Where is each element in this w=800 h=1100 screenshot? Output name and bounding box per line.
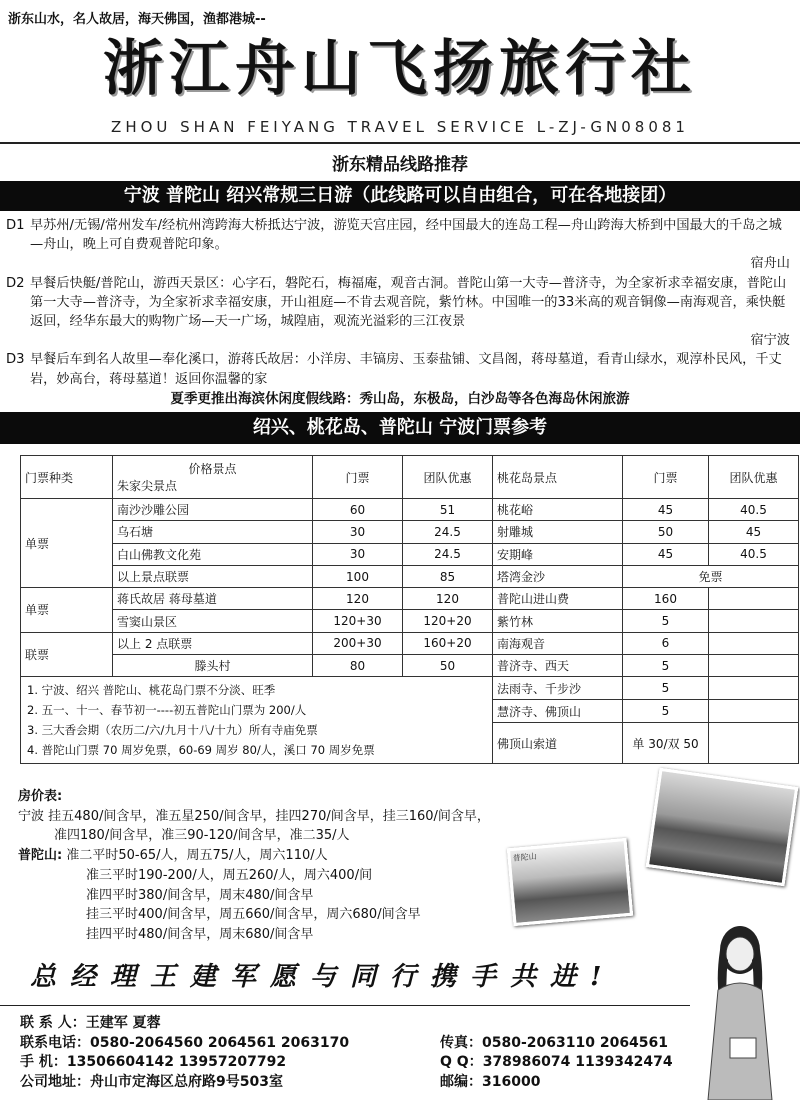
address-value: 舟山市定海区总府路9号503室 — [90, 1073, 283, 1090]
table-cell: 200+30 — [313, 632, 403, 654]
table-row — [21, 588, 799, 610]
photo-caption: 普陀山 — [512, 851, 538, 863]
day-text: 早餐后快艇/普陀山，游西天景区：心字石，磐陀石，梅福庵，观音古洞。普陀山第一大寺—普济寺，为全家祈求幸福安康，普陀山第一大寺—普济寺，为全家祈求幸福安康，开山祖庭—不肯去观音院，紫竹林。中国唯一的33米高的观音铜像—南海观音，乘快艇返回，经华东最大的购物广场—天一广场，城隍庙，观流光溢彩的三江夜景 — [30, 275, 787, 330]
qq-value: 378986074 1139342474 — [482, 1054, 673, 1071]
table-cell: 蒋氏故居 蒋母墓道 — [113, 588, 313, 610]
table-cell: 射雕城 — [493, 521, 623, 543]
table-row — [21, 632, 799, 654]
contact-row — [20, 1034, 700, 1054]
hotel-row — [18, 846, 490, 866]
zip-label: 邮编： — [440, 1073, 482, 1090]
table-row — [21, 655, 799, 677]
contact-cell — [20, 1014, 440, 1034]
contact-block — [20, 1014, 700, 1092]
table-cell: 以上 2 点联票 — [113, 632, 313, 654]
table-cell: 24.5 — [403, 521, 493, 543]
person-value: 王建军 夏蓉 — [85, 1015, 161, 1031]
table-cell: 120 — [403, 588, 493, 610]
table-cell: 桃花峪 — [493, 499, 623, 521]
table-cell: 100 — [313, 565, 403, 587]
table-cell: 85 — [403, 565, 493, 587]
itinerary-day — [6, 274, 790, 351]
header-cell: 门票 — [623, 456, 709, 499]
table-cell — [709, 610, 799, 632]
header-cell: 桃花岛景点 — [493, 456, 623, 499]
city-label: 宁波 — [18, 808, 45, 824]
note-line: 4. 普陀山门票 70 周岁免票，60-69 周岁 80/人，溪口 70 周岁免票 — [27, 743, 375, 758]
table-cell — [709, 723, 799, 764]
hotel-row: 挂三平时400/间含早，周五660/间含早，周六680/间含早 — [86, 907, 421, 923]
table-cell: 120 — [313, 588, 403, 610]
table-cell: 佛顶山索道 — [493, 723, 623, 764]
notes-cell — [21, 677, 493, 764]
contact-row — [20, 1053, 700, 1073]
table-cell: 普陀山进山费 — [493, 588, 623, 610]
header-cell-zjj: 朱家尖景点 — [117, 479, 178, 493]
hotel-row: 挂四平时480/间含早，周末680/间含早 — [86, 926, 314, 942]
tickets-banner: 绍兴、桃花岛、普陀山 宁波门票参考 — [0, 412, 800, 444]
type-cell: 单票 — [21, 588, 113, 633]
address-label: 公司地址： — [20, 1073, 90, 1090]
type-cell: 联票 — [21, 632, 113, 677]
header-cell: 门票 — [313, 456, 403, 499]
table-cell — [709, 632, 799, 654]
route-banner: 宁波 普陀山 绍兴常规三日游（此线路可以自由组合，可在各地接团） — [0, 181, 800, 211]
scenery-photo — [646, 768, 799, 887]
mobile-label: 手 机： — [20, 1054, 67, 1071]
itinerary — [6, 216, 790, 389]
hotel-row: 准四平时380/间含早，周末480/间含早 — [86, 887, 314, 903]
table-row — [21, 677, 799, 700]
brand-english: ZHOU SHAN FEIYANG TRAVEL SERVICE L-ZJ-GN08081 — [111, 118, 689, 136]
table-cell: 24.5 — [403, 543, 493, 565]
table-cell: 慧济寺、佛顶山 — [493, 700, 623, 723]
table-row — [21, 610, 799, 632]
table-row — [21, 499, 799, 521]
note-line: 3. 三大香会期（农历二/六/九月十八/十九）所有寺庙免票 — [27, 723, 318, 738]
table-cell: 5 — [623, 677, 709, 700]
table-cell: 30 — [313, 543, 403, 565]
girl-illustration — [690, 920, 790, 1100]
person-label: 联 系 人： — [20, 1015, 86, 1031]
day-label: D2 — [6, 275, 25, 291]
header-cell-price: 价格景点 — [188, 462, 237, 476]
itinerary-day — [6, 350, 790, 388]
divider — [0, 1005, 690, 1006]
tagline: 浙东山水，名人故居，海天佛国，渔都港城-- — [8, 12, 266, 27]
table-header-row — [21, 456, 799, 499]
contact-cell — [440, 1053, 673, 1073]
hotel-rates: 准二平时50-65/人，周五75/人，周六110/人 — [66, 848, 328, 864]
table-cell: 法雨寺、千步沙 — [493, 677, 623, 700]
phone-value: 0580-2064560 2064561 2063170 — [90, 1034, 350, 1051]
table-cell: 白山佛教文化苑 — [113, 543, 313, 565]
section-title-routes: 浙东精品线路推荐 — [332, 155, 468, 175]
table-cell: 5 — [623, 700, 709, 723]
fax-value: 0580-2063110 2064561 — [482, 1034, 669, 1051]
table-cell: 45 — [623, 543, 709, 565]
day-text: 早餐后车到名人故里—奉化溪口，游蒋氏故居：小洋房、丰镐房、玉泰盐铺、文昌阁，蒋母墓道，看青山绿水，观淳朴民风，千丈岩，妙高台，蒋母墓道！返回你温馨的家 — [30, 352, 782, 387]
table-cell: 40.5 — [709, 499, 799, 521]
table-row — [21, 521, 799, 543]
divider — [0, 142, 800, 144]
street-photo — [507, 838, 633, 926]
city-label: 普陀山: — [18, 848, 63, 864]
contact-cell — [440, 1034, 668, 1054]
table-cell: 60 — [313, 499, 403, 521]
header-cell: 门票种类 — [21, 456, 113, 499]
table-row — [21, 565, 799, 587]
day-label: D3 — [6, 352, 25, 368]
day-stay: 宿舟山 — [750, 256, 790, 272]
day-text: 早苏州/无锡/常州发车/经杭州湾跨海大桥抵达宁波，游览天宫庄园，经中国最大的连岛工程—舟山跨海大桥到中国最大的千岛之城—舟山，晚上可自费观普陀印象。 — [30, 218, 782, 253]
note-line: 2. 五一、十一、春节初一----初五普陀山门票为 200/人 — [27, 703, 307, 718]
note-line: 1. 宁波、绍兴 普陀山、桃花岛门票不分淡、旺季 — [27, 683, 276, 698]
table-cell: 南沙沙雕公园 — [113, 499, 313, 521]
contact-row — [20, 1073, 700, 1093]
table-cell: 30 — [313, 521, 403, 543]
table-cell: 以上景点联票 — [113, 565, 313, 587]
hotel-label: 房价表: — [18, 789, 63, 804]
phone-label: 联系电话： — [20, 1034, 90, 1051]
table-cell: 120+30 — [313, 610, 403, 632]
table-cell — [709, 655, 799, 677]
table-cell — [709, 700, 799, 723]
day-label: D1 — [6, 218, 25, 233]
header-cell: 团队优惠 — [709, 456, 799, 499]
table-cell: 塔湾金沙 — [493, 565, 623, 587]
table-cell: 51 — [403, 499, 493, 521]
table-cell: 5 — [623, 655, 709, 677]
contact-cell — [20, 1073, 440, 1093]
table-cell: 安期峰 — [493, 543, 623, 565]
header-cell: 团队优惠 — [403, 456, 493, 499]
itinerary-day — [6, 216, 790, 274]
brand-title: 浙江舟山飞扬旅行社 — [103, 34, 697, 104]
slogan: 总经理王建军愿与同行携手共进! — [30, 962, 616, 992]
table-cell: 滕头村 — [113, 655, 313, 677]
zip-value: 316000 — [482, 1073, 541, 1090]
table-cell: 乌石塘 — [113, 521, 313, 543]
table-cell: 紫竹林 — [493, 610, 623, 632]
table-cell: 50 — [403, 655, 493, 677]
table-cell: 45 — [623, 499, 709, 521]
fax-label: 传真： — [440, 1034, 482, 1051]
table-cell: 普济寺、西天 — [493, 655, 623, 677]
header-cell — [113, 456, 313, 499]
mobile-value: 13506604142 13957207792 — [66, 1054, 287, 1071]
table-cell: 160+20 — [403, 632, 493, 654]
table-cell: 120+20 — [403, 610, 493, 632]
hotel-row: 准三平时190-200/人，周五260/人，周六400/间 — [86, 867, 373, 883]
table-cell: 免票 — [623, 565, 799, 587]
table-cell: 80 — [313, 655, 403, 677]
qq-label: Q Q： — [440, 1054, 483, 1071]
table-cell: 50 — [623, 521, 709, 543]
table-cell: 160 — [623, 588, 709, 610]
hotel-row: 准四180/间含早，准三90-120/间含早，准二35/人 — [54, 828, 350, 844]
promo-text: 夏季更推出海滨休闲度假线路：秀山岛，东极岛，白沙岛等各色海岛休闲旅游 — [170, 391, 630, 407]
table-cell: 40.5 — [709, 543, 799, 565]
contact-row — [20, 1014, 700, 1034]
table-cell: 6 — [623, 632, 709, 654]
hotel-prices — [18, 787, 490, 945]
type-cell: 单票 — [21, 499, 113, 588]
table-cell: 南海观音 — [493, 632, 623, 654]
table-cell: 45 — [709, 521, 799, 543]
table-cell — [709, 677, 799, 700]
table-cell: 5 — [623, 610, 709, 632]
day-stay: 宿宁波 — [750, 333, 790, 349]
contact-cell — [440, 1073, 540, 1093]
table-row — [21, 543, 799, 565]
hotel-rates: 挂五480/间含早，准五星250/间含早，挂四270/间含早，挂三160/间含早， — [48, 808, 490, 824]
contact-cell — [20, 1034, 440, 1054]
ticket-table — [20, 455, 799, 764]
table-cell — [709, 588, 799, 610]
table-cell: 单 30/双 50 — [623, 723, 709, 764]
table-cell: 雪窦山景区 — [113, 610, 313, 632]
hotel-row — [18, 807, 490, 827]
contact-cell — [20, 1053, 440, 1073]
